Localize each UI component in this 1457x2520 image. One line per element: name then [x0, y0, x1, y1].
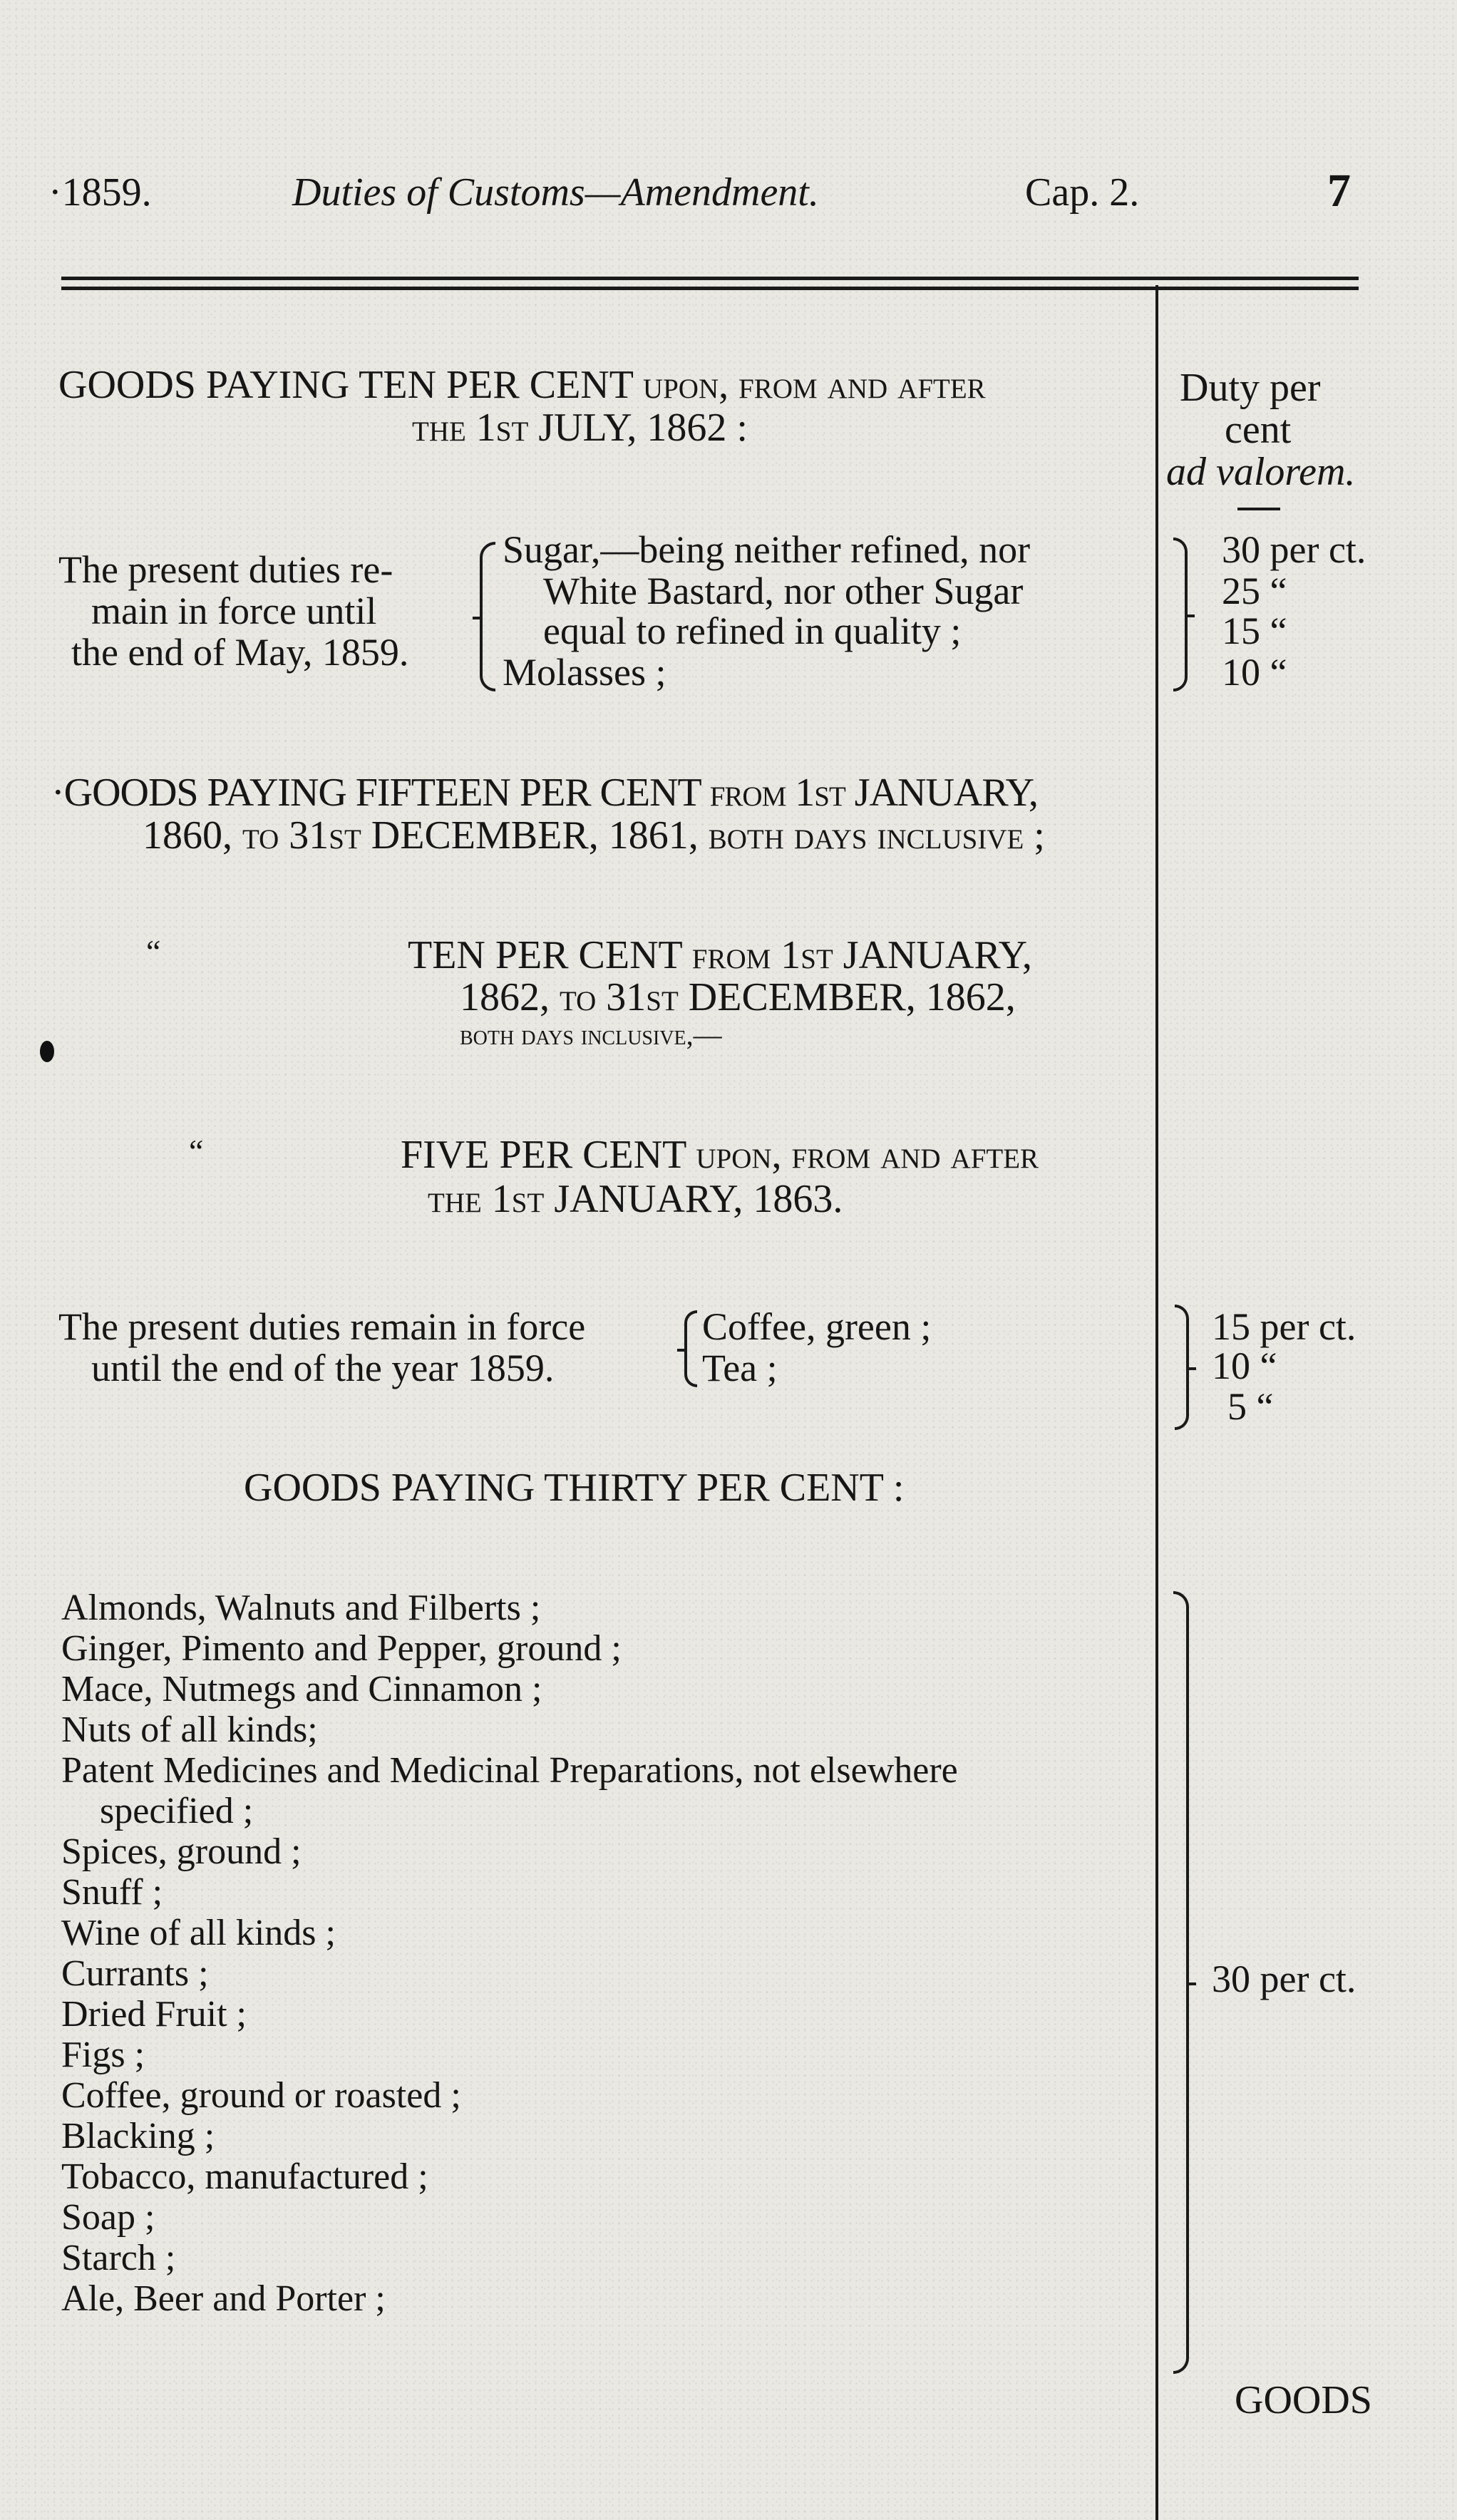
- section5-item-1: Coffee, green ;: [702, 1305, 932, 1348]
- section6-item-3: Mace, Nutmegs and Cinnamon ;: [61, 1669, 542, 1709]
- header-year: ·1859.: [48, 170, 152, 215]
- section1-title-line1: GOODS PAYING TEN PER CENT upon, from and after: [58, 363, 986, 407]
- section5-note-line1: The present duties remain in force: [58, 1305, 586, 1348]
- section1-rate-3: 15 “: [1222, 610, 1287, 652]
- section1-rate-4: 10 “: [1222, 651, 1287, 694]
- section1-title-line2: the 1st JULY, 1862 :: [412, 406, 748, 450]
- section5-rate-1: 15 per ct.: [1212, 1305, 1356, 1348]
- section5-rate-2: 10 “: [1212, 1344, 1277, 1387]
- section6-item-9: Wine of all kinds ;: [61, 1913, 336, 1953]
- column-header-line1: Duty per: [1180, 366, 1321, 410]
- section6-item-15: Tobacco, manufactured ;: [61, 2156, 428, 2197]
- section1-note-line1: The present duties re-: [58, 548, 393, 591]
- section6-item-16: Soap ;: [61, 2197, 155, 2238]
- section2-title-line1: ·GOODS PAYING FIFTEEN PER CENT from 1st JANUARY,: [51, 771, 1038, 815]
- section6-item-14: Blacking ;: [61, 2116, 215, 2156]
- section1-note-line3: the end of May, 1859.: [71, 631, 409, 674]
- section6-item-6: specified ;: [100, 1791, 254, 1831]
- page-number: 7: [1327, 165, 1351, 217]
- section6-item-18: Ale, Beer and Porter ;: [61, 2278, 386, 2319]
- section3-title-line2: 1862, to 31st DECEMBER, 1862,: [460, 975, 1016, 1019]
- section6-item-8: Snuff ;: [61, 1872, 163, 1913]
- section1-item-1: Sugar,—being neither refined, nor: [503, 528, 1031, 571]
- section3-title-line1: TEN PER CENT from 1st JANUARY,: [408, 933, 1032, 977]
- section6-item-10: Currants ;: [61, 1953, 209, 1994]
- section5-rate-brace: [1175, 1305, 1189, 1430]
- column-header-dash: [1237, 508, 1280, 510]
- section4-title-line2: the 1st JANUARY, 1863.: [428, 1177, 843, 1221]
- section6-item-12: Figs ;: [61, 2035, 145, 2075]
- column-header-line2: cent: [1225, 408, 1292, 452]
- section6-item-1: Almonds, Walnuts and Filberts ;: [61, 1588, 541, 1628]
- column-divider: [1155, 285, 1158, 2520]
- section6-item-7: Spices, ground ;: [61, 1831, 302, 1872]
- column-header-line3: ad valorem.: [1166, 450, 1356, 494]
- header-rule-top: [61, 277, 1359, 280]
- section6-rate-brace: [1173, 1591, 1189, 2374]
- section6-item-17: Starch ;: [61, 2238, 176, 2278]
- section1-item-2: White Bastard, nor other Sugar: [543, 570, 1024, 612]
- section3-ditto: “: [146, 933, 161, 970]
- section5-left-brace: [684, 1310, 697, 1387]
- section1-item-3: equal to refined in quality ;: [543, 610, 962, 652]
- header-title: Duties of Customs—Amendment.: [292, 170, 819, 215]
- section2-title-line2: 1860, to 31st DECEMBER, 1861, both days inclusive ;: [143, 813, 1045, 858]
- section6-item-13: Coffee, ground or roasted ;: [61, 2075, 461, 2116]
- section1-item-4: Molasses ;: [503, 651, 666, 694]
- section1-rate-2: 25 “: [1222, 570, 1287, 612]
- section5-note-line2: until the end of the year 1859.: [91, 1347, 555, 1389]
- section6-item-5: Patent Medicines and Medicinal Preparations, not elsewhere: [61, 1750, 958, 1791]
- ink-blot: [40, 1041, 54, 1062]
- section6-rate: 30 per ct.: [1212, 1958, 1356, 2000]
- section6-title: GOODS PAYING THIRTY PER CENT :: [244, 1466, 905, 1510]
- section6-item-2: Ginger, Pimento and Pepper, ground ;: [61, 1628, 622, 1669]
- section4-title-line1: FIVE PER CENT upon, from and after: [401, 1133, 1039, 1177]
- header-chapter: Cap. 2.: [1025, 170, 1140, 215]
- section6-item-11: Dried Fruit ;: [61, 1994, 247, 2035]
- header-rule-bottom: [61, 287, 1359, 290]
- section4-ditto: “: [189, 1133, 204, 1169]
- catchword: GOODS: [1235, 2378, 1372, 2422]
- section5-rate-3: 5 “: [1227, 1385, 1274, 1428]
- section1-rate-1: 30 per ct.: [1222, 528, 1366, 571]
- section1-rate-brace: [1173, 538, 1188, 691]
- section1-left-brace: [480, 542, 495, 691]
- section1-note-line2: main in force until: [91, 590, 377, 632]
- section6-item-4: Nuts of all kinds;: [61, 1709, 318, 1750]
- section5-item-2: Tea ;: [702, 1347, 778, 1389]
- section3-title-line3: both days inclusive,—: [460, 1019, 722, 1051]
